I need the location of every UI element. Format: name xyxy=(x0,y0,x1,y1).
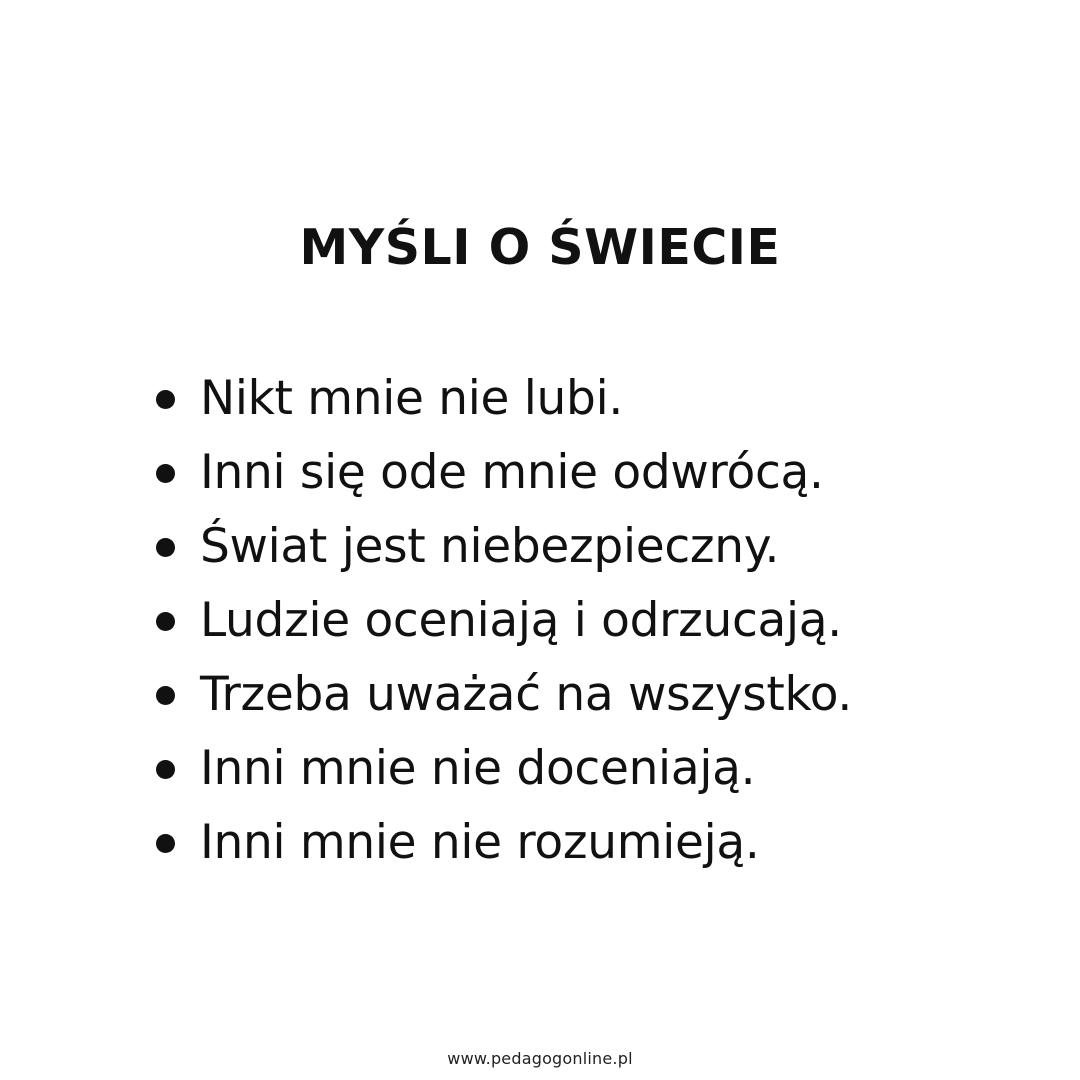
list-item-text: Inni mnie nie doceniają. xyxy=(200,741,756,796)
list-item xyxy=(150,806,1050,880)
list-item xyxy=(150,436,1050,510)
list-item-text: Inni mnie nie rozumieją. xyxy=(200,815,760,870)
list-item xyxy=(150,732,1050,806)
list-item-text: Świat jest niebezpieczny. xyxy=(200,519,780,574)
bullet-icon xyxy=(156,538,175,557)
thoughts-list xyxy=(150,362,1050,880)
page-title: MYŚLI O ŚWIECIE xyxy=(299,219,781,276)
list-item-text: Inni się ode mnie odwrócą. xyxy=(200,445,824,500)
website-url: www.pedagogonline.pl xyxy=(447,1049,633,1068)
list-item-text: Nikt mnie nie lubi. xyxy=(200,371,623,426)
bullet-icon xyxy=(156,390,175,409)
bullet-icon xyxy=(156,612,175,631)
list-item-text: Trzeba uważać na wszystko. xyxy=(200,667,853,722)
bullet-icon xyxy=(156,760,175,779)
bullet-icon xyxy=(156,464,175,483)
list-item-text: Ludzie oceniają i odrzucają. xyxy=(200,593,842,648)
list-item xyxy=(150,658,1050,732)
list-item xyxy=(150,362,1050,436)
bullet-icon xyxy=(156,686,175,705)
list-item xyxy=(150,584,1050,658)
list-item xyxy=(150,510,1050,584)
bullet-icon xyxy=(156,834,175,853)
